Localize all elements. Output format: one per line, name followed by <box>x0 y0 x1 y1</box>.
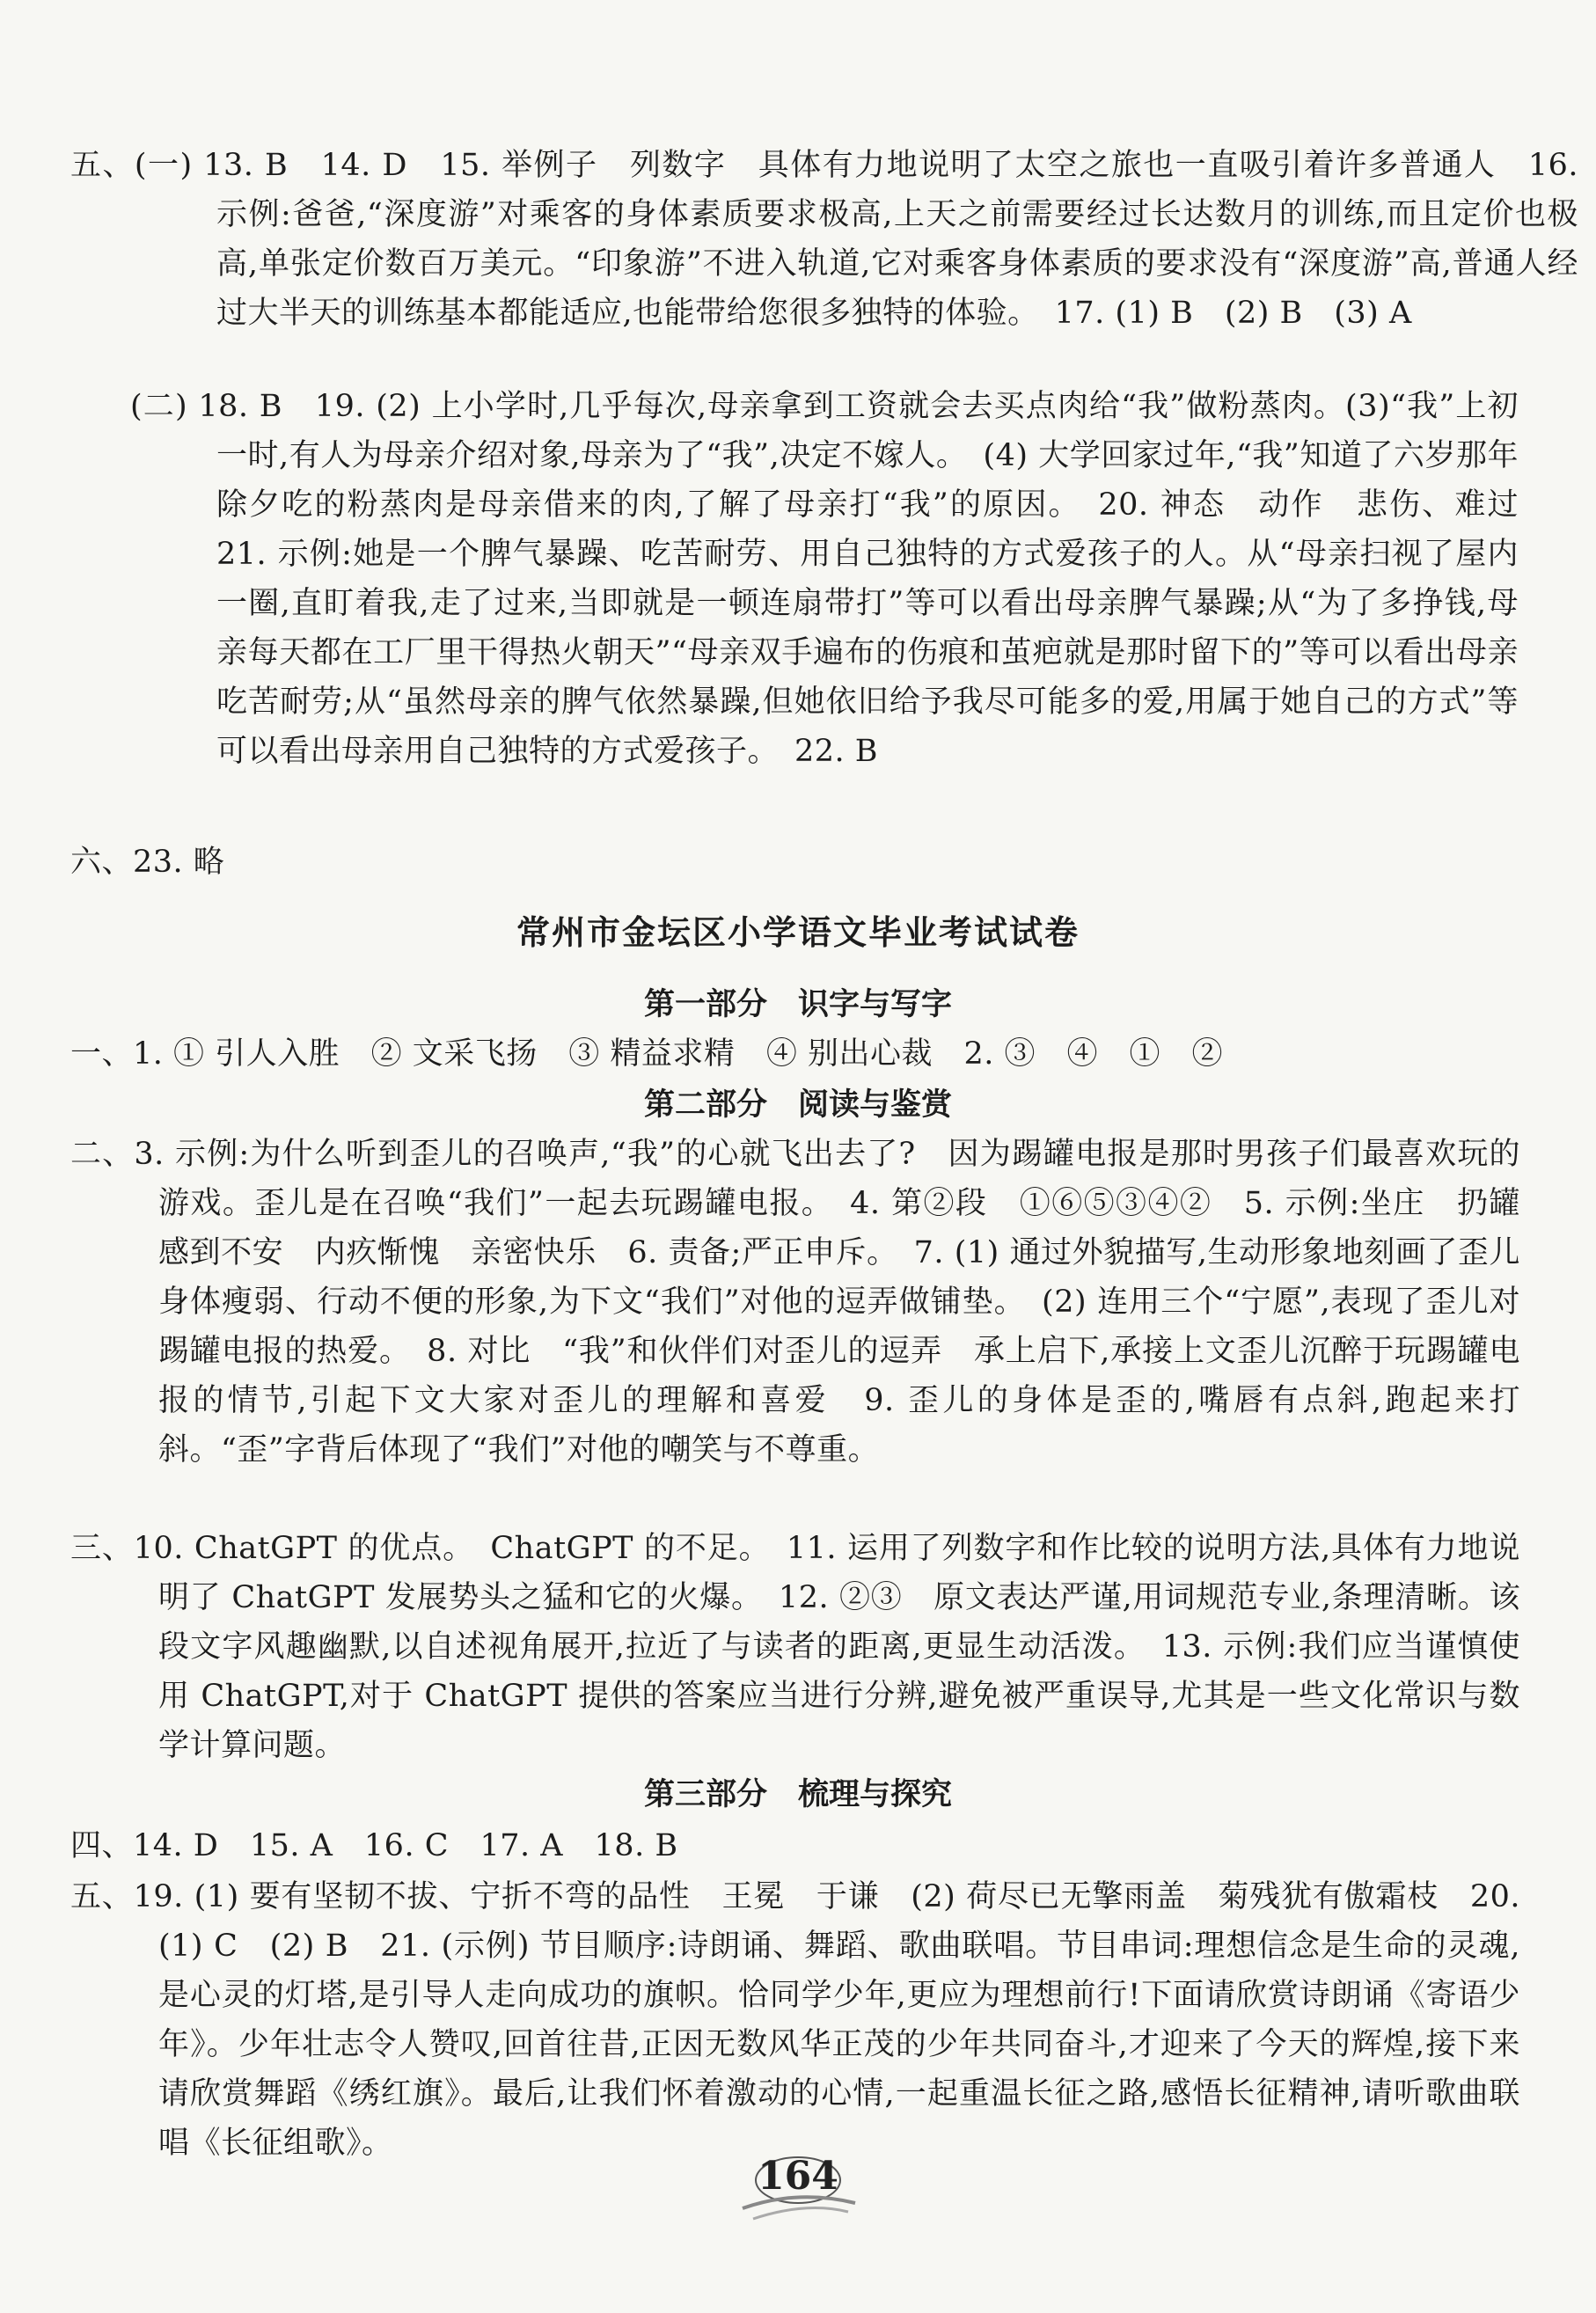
section-heading-2 <box>0 1080 1596 1130</box>
page-number-badge <box>736 2138 860 2235</box>
answer-paragraph-1: 一、1. ① 引人入胜 ② 文采飞扬 ③ 精益求精 ④ 别出心裁 2. ③ ④ ① ② <box>70 1036 1224 1072</box>
section-label: 第二部分 <box>643 1087 767 1123</box>
section-label: 第三部分 <box>643 1777 767 1812</box>
section-heading-1 <box>0 980 1596 1029</box>
answer-paragraph-5-3: 五、19. (1) 要有坚韧不拔、宁折不弯的品性 王冕 于谦 (2) 荷尽已无擎雨盖 菊残犹有傲霜枝 20. (1) C (2) B 21. (示例) 节目顺序:诗朗诵、舞蹈、歌曲联唱。节目串词:理想信念是生命的灵魂,是心灵的灯塔,是引导人走向成功的旗帜。恰同学少年,更应为理想前行!下面请欣赏诗朗诵《寄语少年》。少年壮志令人赞叹,回首往昔,正因无数风华正茂的少年共同奋斗,才迎来了今天的辉煌,接下来请欣赏舞蹈《绣红旗》。最后,让我们怀着激动的心情,一起重温长征之路,感悟长征精神,请听歌曲联唱《长征组歌》。 <box>70 1879 1520 2161</box>
section-name: 阅读与鉴赏 <box>798 1087 953 1123</box>
page-number: 164 <box>758 2154 838 2199</box>
answer-paragraph-4: 四、14. D 15. A 16. C 17. A 18. B <box>70 1828 678 1863</box>
answer-paragraph-3: 三、10. ChatGPT 的优点。 ChatGPT 的不足。 11. 运用了列数字和作比较的说明方法,具体有力地说明了 ChatGPT 发展势头之猛和它的火爆。 12. ②③ 原文表达严谨,用词规范专业,条理清晰。该段文字风趣幽默,以自述视角展开,拉近了与读者的距离,更显生动活泼。 13. 示例:我们应当谨慎使用 ChatGPT,对于 ChatGPT 提供的答案应当进行分辨,避免被严重误导,尤其是一些文化常识与数学计算问题。 <box>70 1531 1520 1763</box>
answer-paragraph-5-2: (二) 18. B 19. (2) 上小学时,几乎每次,母亲拿到工资就会去买点肉给“我”做粉蒸肉。(3)“我”上初一时,有人为母亲介绍对象,母亲为了“我”,决定不嫁人。 (4) 大学回家过年,“我”知道了六岁那年除夕吃的粉蒸肉是母亲借来的肉,了解了母亲打“我”的原因。 20. 神态 动作 悲伤、难过 21. 示例:她是一个脾气暴躁、吃苦耐劳、用自己独特的方式爱孩子的人。从“母亲扫视了屋内一圈,直盯着我,走了过来,当即就是一顿连扇带打”等可以看出母亲脾气暴躁;从“为了多挣钱,母亲每天都在工厂里干得热火朝天”“母亲双手遍布的伤痕和茧疤就是那时留下的”等可以看出母亲吃苦耐劳;从“虽然母亲的脾气依然暴躁,但她依旧给予我尽可能多的爱,用属于她自己的方式”等可以看出母亲用自己独特的方式爱孩子。 22. B <box>130 389 1550 769</box>
section-name: 识字与写字 <box>798 987 953 1022</box>
section-label: 第一部分 <box>643 987 767 1022</box>
exam-title: 常州市金坛区小学语文毕业考试试卷 <box>516 913 1080 952</box>
section-heading-3 <box>0 1770 1596 1819</box>
answer-paragraph-2: 二、3. 示例:为什么听到歪儿的召唤声,“我”的心就飞出去了? 因为踢罐电报是那时男孩子们最喜欢玩的游戏。歪儿是在召唤“我们”一起去玩踢罐电报。 4. 第②段 ①⑥⑤③④② 5. 示例:坐庄 扔罐 感到不安 内疚惭愧 亲密快乐 6. 责备;严正申斥。 7. (1) 通过外貌描写,生动形象地刻画了歪儿身体瘦弱、行动不便的形象,为下文“我们”对他的逗弄做铺垫。 (2) 连用三个“宁愿”,表现了歪儿对踢罐电报的热爱。 8. 对比 “我”和伙伴们对歪儿的逗弄 承上启下,承接上文歪儿沉醉于玩踢罐电报的情节,引起下文大家对歪儿的理解和喜爱 9. 歪儿的身体是歪的,嘴唇有点斜,跑起来打斜。“歪”字背后体现了“我们”对他的嘲笑与不尊重。 <box>70 1137 1552 1468</box>
answer-paragraph-6: 六、23. 略 <box>70 845 225 880</box>
answer-paragraph-5-1: 五、(一) 13. B 14. D 15. 举例子 列数字 具体有力地说明了太空之旅也一直吸引着许多普通人 16. 示例:爸爸,“深度游”对乘客的身体素质要求极高,上天之前需要经过长达数月的训练,而且定价也极高,单张定价数百万美元。“印象游”不进入轨道,它对乘客身体素质的要求没有“深度游”高,普通人经过大半天的训练基本都能适应,也能带给您很多独特的体验。 17. (1) B (2) B (3) A <box>70 148 1578 331</box>
section-name: 梳理与探究 <box>798 1777 953 1812</box>
